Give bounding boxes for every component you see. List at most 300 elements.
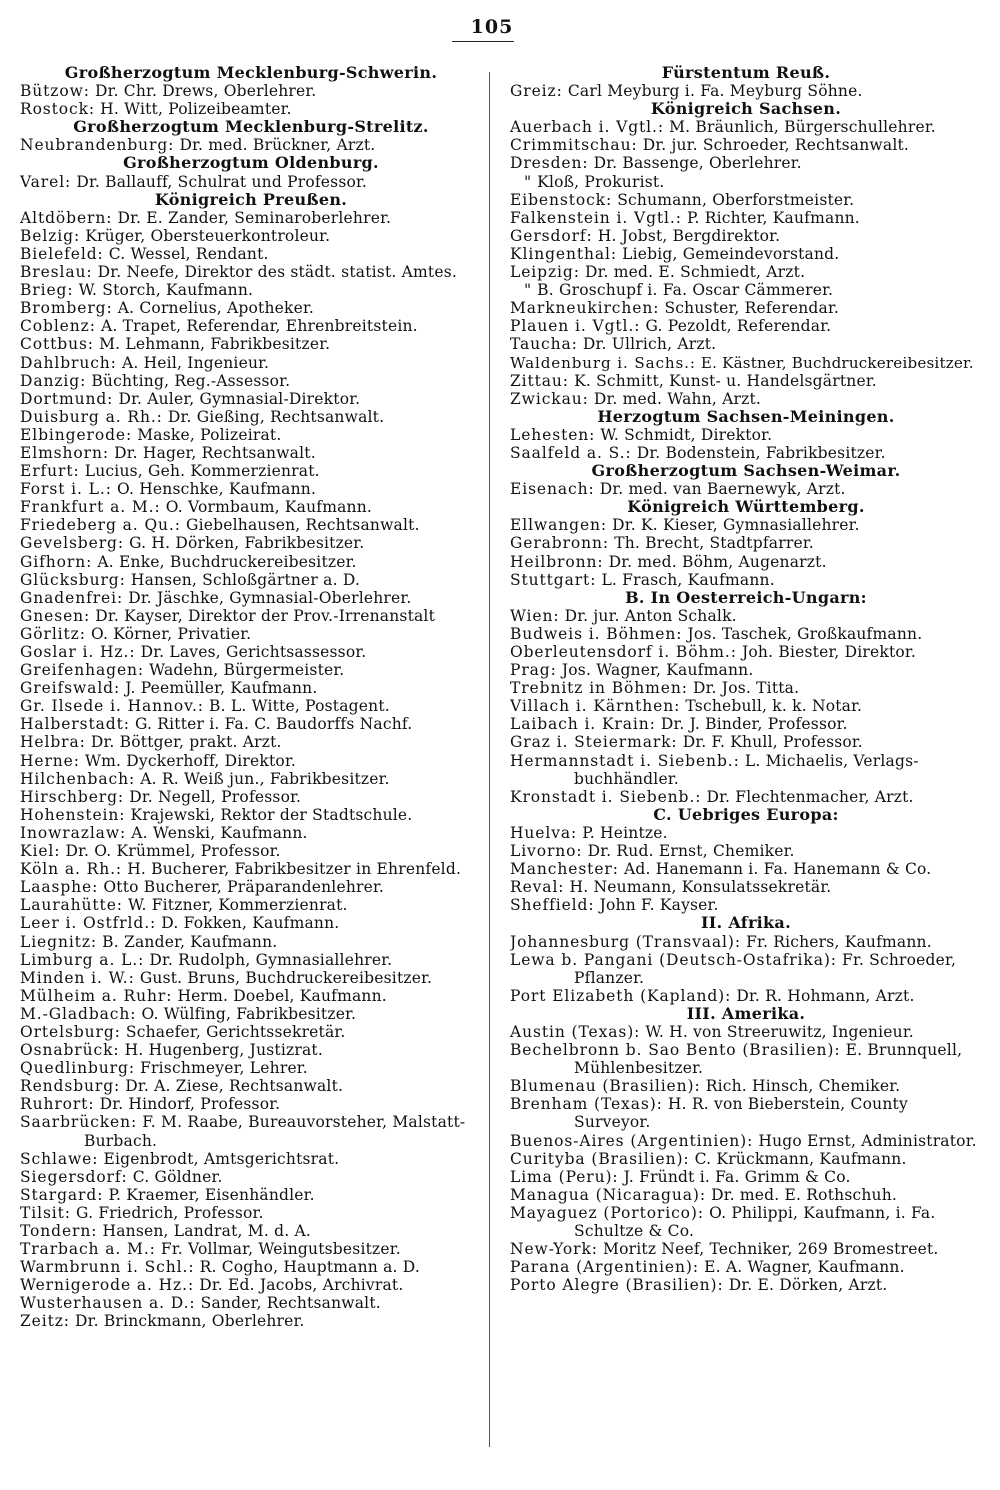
- entry-text: Dr. Laves, Gerichtsassessor.: [135, 643, 367, 661]
- directory-entry: [20, 661, 482, 679]
- page-number: 105: [470, 16, 514, 38]
- entry-place: Neubrandenburg:: [20, 136, 175, 155]
- entry-place: Stuttgart:: [510, 570, 597, 589]
- entry-text: Dr. A. Ziese, Rechtsanwalt.: [120, 1077, 344, 1096]
- entry-continuation: [510, 1059, 982, 1077]
- directory-entry: [510, 390, 982, 408]
- directory-entry: [20, 752, 482, 770]
- entry-place: Greifenhagen:: [20, 661, 145, 680]
- entry-place: Huelva:: [510, 823, 578, 842]
- entry-text: P. Richter, Kaufmann.: [681, 208, 860, 227]
- section-heading: Herzogtum Sachsen-Meiningen.: [597, 406, 895, 426]
- entry-place: Buenos-Aires (Argentinien):: [510, 1131, 754, 1150]
- entry-text: Büchting, Reg.-Assessor.: [86, 371, 291, 390]
- entry-place: Ortelsburg:: [20, 1022, 121, 1041]
- entry-place: Trebnitz in Böhmen:: [510, 679, 688, 698]
- entry-place: Limburg a. L.:: [20, 950, 145, 969]
- entry-place: Altdöbern:: [20, 208, 113, 227]
- entry-text: Dr. Negell, Professor.: [124, 787, 302, 806]
- directory-entry: [20, 571, 482, 589]
- directory-entry: [510, 1023, 982, 1041]
- directory-entry: [510, 281, 982, 299]
- entry-text: Rich. Hinsch, Chemiker.: [700, 1077, 901, 1096]
- directory-entry: [20, 516, 482, 534]
- directory-entry: [20, 1168, 482, 1186]
- directory-entry: [20, 1041, 482, 1059]
- directory-entry: [510, 1276, 982, 1294]
- entry-text: J. Peemüller, Kaufmann.: [120, 679, 318, 698]
- directory-entry: [510, 752, 982, 770]
- directory-entry: [510, 733, 982, 751]
- entry-place: New-York:: [510, 1240, 598, 1259]
- directory-entry: [20, 1240, 482, 1258]
- entry-place: Dortmund:: [20, 389, 114, 408]
- entry-place: Trarbach a. M.:: [20, 1240, 156, 1259]
- entry-text: Dr. med. Wahn, Arzt.: [588, 389, 762, 408]
- entry-place: Bromberg:: [20, 299, 113, 318]
- entry-text: Carl Meyburg i. Fa. Meyburg Söhne.: [562, 82, 863, 101]
- directory-entry: [20, 824, 482, 842]
- entry-place: Friedeberg a. Qu.:: [20, 516, 181, 535]
- directory-entry: [510, 1186, 982, 1204]
- entry-text: L. Michaelis, Verlags-: [739, 751, 919, 770]
- entry-text: A. Wenski, Kaufmann.: [126, 823, 308, 842]
- directory-entry: [510, 173, 982, 191]
- entry-place: M.-Gladbach:: [20, 1004, 137, 1023]
- entry-place: Parana (Argentinien):: [510, 1258, 699, 1277]
- directory-entry: [20, 245, 482, 263]
- entry-text: Dr. Brinckmann, Oberlehrer.: [69, 1312, 305, 1331]
- entry-text: H. Jobst, Bergdirektor.: [592, 226, 781, 245]
- section-heading: Großherzogtum Sachsen-Weimar.: [591, 461, 901, 481]
- entry-text: Dr. O. Krümmel, Professor.: [60, 842, 281, 861]
- directory-entry: [510, 263, 982, 281]
- entry-text: Burbach.: [84, 1131, 158, 1150]
- entry-text: C. Wessel, Rendant.: [103, 244, 269, 263]
- section-heading: Königreich Preußen.: [154, 189, 348, 209]
- entry-place: Heilbronn:: [510, 552, 604, 571]
- entry-text: Hugo Ernst, Administrator.: [753, 1131, 977, 1150]
- entry-place: Hilchenbach:: [20, 769, 136, 788]
- entry-text: H. Witt, Polizeibeamter.: [95, 100, 292, 119]
- entry-text: Otto Bucherer, Präparandenlehrer.: [98, 878, 385, 897]
- directory-entry: [510, 1095, 982, 1113]
- directory-entry: [20, 896, 482, 914]
- entry-place: Belzig:: [20, 226, 81, 245]
- directory-entry: [510, 154, 982, 172]
- entry-text: Schaefer, Gerichtssekretär.: [120, 1022, 346, 1041]
- entry-place: Goslar i. Hz.:: [20, 643, 136, 661]
- directory-entry: [20, 173, 482, 191]
- directory-entry: [510, 1204, 982, 1222]
- directory-entry: [510, 1240, 982, 1258]
- entry-place: Minden i. W.:: [20, 968, 135, 987]
- directory-entry: [510, 191, 982, 209]
- entry-place: Liegnitz:: [20, 932, 98, 951]
- entry-place: Frankfurt a. M.:: [20, 498, 161, 517]
- section-heading: Königreich Sachsen.: [650, 99, 842, 119]
- entry-place: Gersdorf:: [510, 226, 593, 245]
- directory-entry: [20, 299, 482, 317]
- entry-text: Dr. Bodenstein, Fabrikbesitzer.: [631, 443, 886, 462]
- entry-text: W. Storch, Kaufmann.: [73, 281, 254, 300]
- entry-place: Lehesten:: [510, 425, 596, 444]
- directory-entry: [510, 209, 982, 227]
- header-rule: [452, 41, 514, 42]
- entry-place: Livorno:: [510, 842, 583, 861]
- directory-entry: [20, 589, 482, 607]
- entry-place: Leer i. Ostfrld.:: [20, 914, 157, 933]
- entry-text: C. Krückmann, Kaufmann.: [689, 1149, 907, 1168]
- entry-text: G. H. Dörken, Fabrikbesitzer.: [123, 534, 365, 553]
- entry-text: Ad. Hanemann i. Fa. Hanemann & Co.: [618, 860, 932, 879]
- directory-entry: [510, 516, 982, 534]
- entry-place: Eibenstock:: [510, 190, 613, 209]
- entry-place: Elmshorn:: [20, 443, 109, 462]
- entry-place: Gevelsberg:: [20, 534, 124, 553]
- directory-entry: [20, 82, 482, 100]
- directory-entry: [510, 553, 982, 571]
- entry-text: Frischmeyer, Lehrer.: [134, 1059, 308, 1078]
- entry-text: W. Fitzner, Kommerzienrat.: [122, 896, 348, 915]
- directory-entry: [510, 788, 982, 806]
- entry-text: Dr. Kayser, Direktor der Prov.-Irrenanstalt: [90, 606, 436, 625]
- entry-text: Dr. Böttger, prakt. Arzt.: [85, 733, 282, 752]
- entry-text: Dr. Hindorf, Professor.: [94, 1095, 281, 1114]
- directory-entry: [20, 227, 482, 245]
- entry-text: H. Neumann, Konsulatssekretär.: [564, 878, 832, 897]
- directory-entry: [510, 118, 982, 136]
- entry-text: R. Cogho, Hauptmann a. D.: [194, 1258, 421, 1277]
- entry-continuation: [510, 770, 982, 788]
- directory-entry: [20, 969, 482, 987]
- entry-text: Dr. Ballauff, Schulrat und Professor.: [71, 172, 368, 191]
- entry-text: G. Friedrich, Professor.: [70, 1203, 264, 1222]
- entry-text: Schultze & Co.: [574, 1222, 695, 1240]
- entry-place: Manchester:: [510, 860, 619, 879]
- entry-text: Liebig, Gemeindevorstand.: [617, 244, 840, 263]
- entry-text: Jos. Wagner, Kaufmann.: [556, 661, 754, 680]
- entry-place: Leipzig:: [510, 263, 580, 282]
- entry-text: O. Philippi, Kaufmann, i. Fa.: [703, 1203, 936, 1222]
- entry-text: Dr. E. Zander, Seminaroberlehrer.: [112, 208, 392, 227]
- entry-text: Dr. Bassenge, Oberlehrer.: [588, 154, 802, 173]
- directory-entry: [510, 951, 982, 969]
- directory-entry: [20, 607, 482, 625]
- entry-text: Dr. Chr. Drews, Oberlehrer.: [89, 82, 317, 101]
- directory-entry: [20, 860, 482, 878]
- directory-entry: [20, 1276, 482, 1294]
- directory-entry: [20, 951, 482, 969]
- entry-text: Schuster, Referendar.: [659, 299, 839, 318]
- entry-place: Wien:: [510, 606, 560, 625]
- entry-text: H. Hugenberg, Justizrat.: [119, 1041, 323, 1060]
- directory-entry: [510, 136, 982, 154]
- entry-text: G. Ritter i. Fa. C. Baudorffs Nachf.: [129, 715, 413, 734]
- entry-place: Zittau:: [510, 371, 569, 390]
- directory-entry: [20, 426, 482, 444]
- section-heading: Fürstentum Reuß.: [661, 63, 831, 82]
- entry-place: Laasphe:: [20, 878, 99, 897]
- entry-place: Saarbrücken:: [20, 1113, 138, 1132]
- directory-entry: [20, 1059, 482, 1077]
- entry-place: Cottbus:: [20, 335, 94, 354]
- entry-text: Dr. Neefe, Direktor des städt. statist. Amtes.: [92, 263, 458, 282]
- entry-place: Elbingerode:: [20, 425, 133, 444]
- entry-place: Port Elizabeth (Kapland):: [510, 986, 732, 1005]
- entry-place: Quedlinburg:: [20, 1059, 135, 1078]
- entry-place: Kronstadt i. Siebenb.:: [510, 787, 702, 806]
- entry-text: Pflanzer.: [574, 968, 645, 987]
- entry-place: Eisenach:: [510, 480, 595, 499]
- entry-text: M. Lehmann, Fabrikbesitzer.: [93, 335, 331, 354]
- entry-text: H. Bucherer, Fabrikbesitzer in Ehrenfeld.: [122, 860, 462, 879]
- entry-text: W. H. von Streeruwitz, Ingenieur.: [640, 1022, 914, 1041]
- directory-entry: [20, 281, 482, 299]
- directory-entry: [20, 643, 482, 661]
- directory-entry: [510, 571, 982, 589]
- entry-text: Dr. Jos. Titta.: [687, 679, 800, 698]
- directory-entry: [510, 878, 982, 896]
- entry-place: Villach i. Kärnthen:: [510, 697, 681, 716]
- entry-place: Sheffield:: [510, 896, 595, 915]
- directory-entry: [510, 607, 982, 625]
- entry-text: P. Heintze.: [577, 823, 668, 842]
- entry-place: Ruhrort:: [20, 1095, 95, 1114]
- entry-place: Oberleutensdorf i. Böhm.:: [510, 643, 737, 661]
- entry-place: Mülheim a. Ruhr:: [20, 986, 173, 1005]
- entry-text: A. Enke, Buchdruckereibesitzer.: [92, 552, 357, 571]
- entry-place: Erfurt:: [20, 462, 80, 481]
- entry-place: Dahlbruch:: [20, 353, 117, 372]
- entry-text: Dr. Rudolph, Gymnasiallehrer.: [144, 950, 393, 969]
- directory-entry: [20, 806, 482, 824]
- entry-place: Schlawe:: [20, 1149, 99, 1168]
- entry-continuation: [510, 1113, 982, 1131]
- entry-place: Waldenburg i. Sachs.:: [510, 353, 696, 372]
- entry-place: Bechelbronn b. Sao Bento (Brasilien):: [510, 1041, 841, 1060]
- entry-text: Mühlenbesitzer.: [574, 1059, 704, 1078]
- entry-text: Dr. med. Böhm, Augenarzt.: [603, 552, 827, 571]
- directory-entry: [510, 534, 982, 552]
- directory-entry: [510, 444, 982, 462]
- entry-text: Dr. Flechtenmacher, Arzt.: [701, 787, 914, 806]
- directory-entry: [510, 372, 982, 390]
- directory-entry: [20, 987, 482, 1005]
- entry-place: Crimmitschau:: [510, 136, 638, 155]
- directory-entry: [510, 480, 982, 498]
- entry-text: E. Brunnquell,: [840, 1041, 963, 1060]
- directory-entry: [20, 770, 482, 788]
- directory-entry: [510, 643, 982, 661]
- entry-place: Tilsit:: [20, 1203, 71, 1222]
- entry-text: G. Pezoldt, Referendar.: [640, 317, 832, 336]
- directory-entry: [20, 263, 482, 281]
- directory-entry: [20, 697, 482, 715]
- entry-text: Herm. Doebel, Kaufmann.: [172, 986, 387, 1005]
- entry-text: Eigenbrodt, Amtsgerichtsrat.: [98, 1149, 340, 1168]
- entry-text: D. Fokken, Kaufmann.: [156, 914, 340, 933]
- directory-entry: [20, 1204, 482, 1222]
- entry-place: Auerbach i. Vgtl.:: [510, 118, 664, 137]
- entry-text: K. Schmitt, Kunst- u. Handelsgärtner.: [568, 371, 877, 390]
- entry-text: Surveyor.: [574, 1113, 651, 1132]
- directory-entry: [20, 914, 482, 932]
- entry-text: Dr. med. E. Schmiedt, Arzt.: [579, 263, 806, 282]
- section-heading: Königreich Württemberg.: [627, 497, 865, 517]
- entry-place: Zwickau:: [510, 389, 589, 408]
- entry-place: Görlitz:: [20, 624, 86, 643]
- entry-place: ": [524, 281, 533, 300]
- entry-place: Gnadenfrei:: [20, 588, 124, 607]
- entry-text: Kloß, Prokurist.: [532, 172, 665, 191]
- section-heading: Großherzogtum Oldenburg.: [123, 153, 379, 173]
- directory-entry: [510, 697, 982, 715]
- directory-entry: [510, 625, 982, 643]
- directory-entry: [20, 625, 482, 643]
- entry-place: Ellwangen:: [510, 516, 608, 535]
- section-heading: B. In Oesterreich-Ungarn:: [625, 587, 867, 607]
- directory-entry: [20, 1077, 482, 1095]
- entry-place: Dresden:: [510, 154, 589, 173]
- entry-text: Giebelhausen, Rechtsanwalt.: [180, 516, 420, 535]
- directory-entry: [20, 1222, 482, 1240]
- entry-text: W. Schmidt, Direktor.: [595, 425, 773, 444]
- directory-entry: [510, 933, 982, 951]
- directory-entry: [20, 715, 482, 733]
- entry-text: buchhändler.: [574, 769, 679, 788]
- entry-text: Wadehn, Bürgermeister.: [144, 661, 345, 680]
- entry-text: Dr. med. van Baernewyk, Arzt.: [594, 480, 846, 499]
- entry-text: Hansen, Schloßgärtner a. D.: [125, 570, 361, 589]
- directory-entry: [20, 335, 482, 353]
- entry-text: B. L. Witte, Postagent.: [203, 697, 390, 716]
- directory-entry: [20, 733, 482, 751]
- entry-continuation: [510, 969, 982, 987]
- entry-text: Fr. Richers, Kaufmann.: [740, 932, 932, 951]
- entry-place: Gifhorn:: [20, 552, 93, 571]
- entry-place: Wusterhausen a. D.:: [20, 1294, 196, 1313]
- entry-place: Lima (Peru):: [510, 1167, 619, 1186]
- directory-entry: [510, 1168, 982, 1186]
- entry-text: Dr. J. Binder, Professor.: [655, 715, 848, 734]
- directory-entry: [510, 715, 982, 733]
- entry-place: Bützow:: [20, 82, 90, 101]
- directory-entry: [20, 933, 482, 951]
- section-heading: Großherzogtum Mecklenburg-Schwerin.: [64, 63, 438, 82]
- directory-entry: [510, 82, 982, 100]
- directory-entry: [20, 553, 482, 571]
- entry-place: Austin (Texas):: [510, 1022, 641, 1041]
- entry-place: Coblenz:: [20, 317, 96, 336]
- entry-place: Danzig:: [20, 371, 87, 390]
- directory-entry: [20, 209, 482, 227]
- entry-place: Warmbrunn i. Schl.:: [20, 1258, 195, 1277]
- entry-continuation: [20, 1132, 482, 1150]
- entry-place: Plauen i. Vgtl.:: [510, 317, 641, 336]
- entry-place: ": [524, 172, 533, 191]
- directory-entry: [20, 534, 482, 552]
- directory-entry: [20, 1294, 482, 1312]
- directory-entry: [510, 896, 982, 914]
- entry-text: B. Zander, Kaufmann.: [97, 932, 278, 951]
- entry-place: Porto Alegre (Brasilien):: [510, 1276, 724, 1295]
- entry-place: Hermannstadt i. Siebenb.:: [510, 751, 740, 770]
- entry-place: Breslau:: [20, 263, 93, 282]
- entry-place: Curityba (Brasilien):: [510, 1149, 690, 1168]
- entry-place: Varel:: [20, 172, 72, 191]
- entry-text: O. Vormbaum, Kaufmann.: [160, 498, 373, 517]
- entry-place: Saalfeld a. S.:: [510, 443, 632, 462]
- entry-text: Maske, Polizeirat.: [132, 425, 282, 444]
- entry-text: Dr. med. Brückner, Arzt.: [174, 136, 376, 155]
- entry-text: Joh. Biester, Direktor.: [736, 643, 916, 661]
- section-heading: II. Afrika.: [701, 913, 791, 933]
- entry-text: Fr. Vollmar, Weingutsbesitzer.: [155, 1240, 401, 1259]
- entry-continuation: [510, 1222, 982, 1240]
- entry-text: Dr. K. Kieser, Gymnasiallehrer.: [607, 516, 860, 535]
- entry-text: Dr. Hager, Rechtsanwalt.: [108, 443, 316, 462]
- directory-entry: [20, 842, 482, 860]
- directory-entry: [510, 1150, 982, 1168]
- entry-place: Mayaguez (Portorico):: [510, 1203, 704, 1222]
- directory-entry: [20, 317, 482, 335]
- directory-entry: [20, 390, 482, 408]
- directory-entry: [20, 1023, 482, 1041]
- section-heading: Großherzogtum Mecklenburg-Strelitz.: [73, 117, 429, 137]
- directory-entry: [510, 860, 982, 878]
- directory-entry: [510, 1258, 982, 1276]
- directory-entry: [510, 1132, 982, 1150]
- entry-text: F. M. Raabe, Bureauvorsteher, Malstatt-: [137, 1113, 466, 1132]
- entry-place: Zeitz:: [20, 1312, 70, 1331]
- directory-entry: [510, 299, 982, 317]
- entry-place: Gnesen:: [20, 606, 91, 625]
- directory-entry: [510, 1077, 982, 1095]
- entry-text: C. Göldner.: [127, 1167, 223, 1186]
- directory-entry: [510, 245, 982, 263]
- entry-text: A. Cornelius, Apotheker.: [112, 299, 315, 318]
- entry-text: Dr. med. E. Rothschuh.: [705, 1185, 898, 1204]
- directory-entry: [20, 1150, 482, 1168]
- entry-place: Inowrazlaw:: [20, 823, 127, 842]
- entry-text: Moritz Neef, Techniker, 269 Bromestreet.: [597, 1240, 939, 1259]
- entry-place: Hirschberg:: [20, 787, 125, 806]
- directory-entry: [510, 354, 982, 372]
- entry-text: Dr. E. Dörken, Arzt.: [723, 1276, 888, 1295]
- entry-text: Th. Brecht, Stadtpfarrer.: [609, 534, 814, 553]
- section-heading: C. Uebriges Europa:: [653, 804, 839, 824]
- entry-place: Gr. Ilsede i. Hannov.:: [20, 697, 204, 716]
- directory-entry: [510, 987, 982, 1005]
- directory-entry: [510, 842, 982, 860]
- entry-text: L. Frasch, Kaufmann.: [596, 570, 775, 589]
- entry-text: M. Bräunlich, Bürgerschullehrer.: [663, 118, 936, 137]
- entry-place: Stargard:: [20, 1185, 104, 1204]
- entry-text: Lucius, Geh. Kommerzienrat.: [79, 462, 320, 481]
- entry-place: Brenham (Texas):: [510, 1095, 663, 1114]
- directory-entry: [20, 462, 482, 480]
- directory-entry: [20, 878, 482, 896]
- entry-place: Managua (Nicaragua):: [510, 1185, 706, 1204]
- left-column: [20, 64, 482, 1331]
- entry-place: Klingenthal:: [510, 244, 617, 263]
- entry-place: Laibach i. Krain:: [510, 715, 656, 734]
- directory-entry: [510, 824, 982, 842]
- entry-text: Dr. Auler, Gymnasial-Direktor.: [113, 389, 361, 408]
- directory-entry: [20, 1258, 482, 1276]
- section-heading: III. Amerika.: [686, 1003, 806, 1023]
